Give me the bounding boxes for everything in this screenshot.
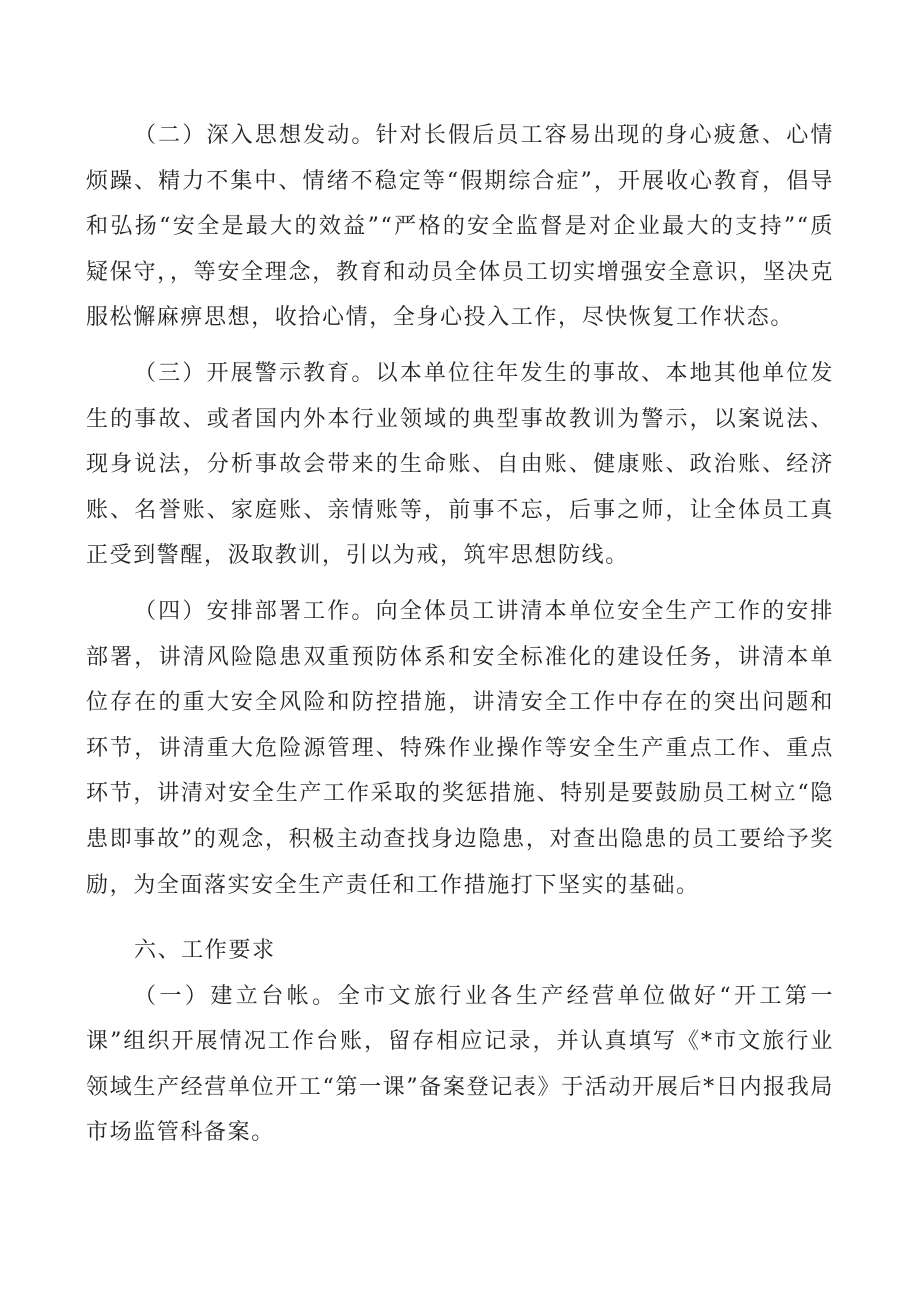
- document-page: [86, 113, 834, 1156]
- paragraph-spacer: [86, 341, 834, 351]
- paragraph-warning-education: （三）开展警示教育。以本单位往年发生的事故、本地其他单位发生的事故、或者国内外本行业领域的典型事故教训为警示，以案说法、现身说法，分析事故会带来的生命账、自由账、健康账、政治账、经济账、名誉账、家庭账、亲情账等，前事不忘，后事之师，让全体员工真正受到警醒，汲取教训，引以为戒，筑牢思想防线。: [86, 360, 834, 569]
- section-spacer: [86, 908, 834, 928]
- paragraph-spacer: [86, 579, 834, 589]
- paragraph-thought-mobilization: （二）深入思想发动。针对长假后员工容易出现的身心疲惫、心情烦躁、精力不集中、情绪不稳定等“假期综合症”，开展收心教育，倡导和弘扬“安全是最大的效益”“严格的安全监督是对企业最大的支持”“质疑保守，，等安全理念，教育和动员全体员工切实增强安全意识，坚决克服松懈麻痹思想，收拾心情，全身心投入工作，尽快恢复工作状态。: [86, 123, 834, 331]
- paragraph-establish-ledger: （一）建立台帐。全市文旅行业各生产经营单位做好“开工第一课”组织开展情况工作台账，留存相应记录，并认真填写《*市文旅行业领域生产经营单位开工“第一课”备案登记表》于活动开展后*日内报我局市场监管科备案。: [86, 983, 834, 1146]
- section-heading-work-requirements: 六、工作要求: [134, 938, 276, 964]
- paragraph-work-arrangement: （四）安排部署工作。向全体员工讲清本单位安全生产工作的安排部署，讲清风险隐患双重预防体系和安全标准化的建设任务，讲清本单位存在的重大安全风险和防控措施，讲清安全工作中存在的突出问题和环节，讲清重大危险源管理、特殊作业操作等安全生产重点工作、重点环节，讲清对安全生产工作采取的奖惩措施、特别是要鼓励员工树立“隐患即事故”的观念，积极主动查找身边隐患，对查出隐患的员工要给予奖励，为全面落实安全生产责任和工作措施打下坚实的基础。: [86, 598, 834, 898]
